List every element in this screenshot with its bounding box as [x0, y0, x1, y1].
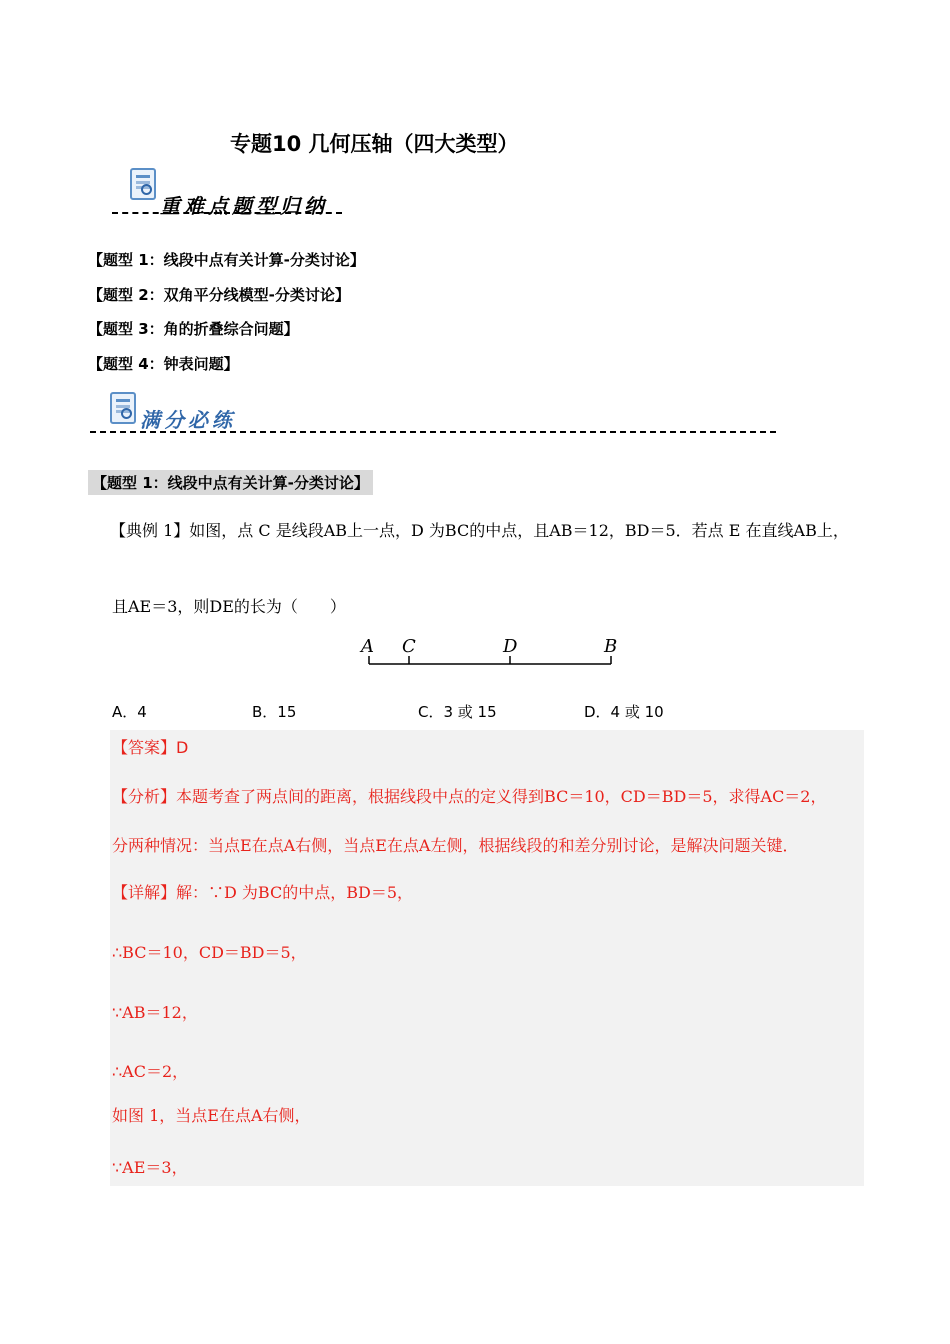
- segment-figure: [355, 632, 625, 672]
- answer-tag: 【答案】: [112, 738, 177, 757]
- example-line-1: [110, 518, 849, 541]
- type-item-3: 【题型 3：角的折叠综合问题】: [88, 320, 299, 338]
- label-b: B: [604, 636, 618, 657]
- analysis-line-1: [112, 784, 827, 807]
- page-title: 专题10 几何压轴（四大类型）: [230, 132, 519, 156]
- option-d: D．4 或 10: [584, 703, 664, 721]
- analysis-line-2: 分两种情况：当点E在点A右侧，当点E在点A左侧，根据线段的和差分别讨论，是解决问题关键．: [112, 836, 799, 855]
- example-text: 如图，点 C 是线段AB上一点，D 为BC的中点，且AB＝12，BD＝5．若点 E 在直线AB上，: [189, 521, 849, 540]
- analysis-tag: 【分析】: [112, 787, 177, 806]
- step-3: ∴AC＝2，: [112, 1062, 189, 1081]
- type-item-2: 【题型 2：双角平分线模型-分类讨论】: [88, 286, 350, 304]
- label-c: C: [402, 636, 416, 657]
- label-a: A: [361, 636, 374, 657]
- document-search-icon: [110, 392, 136, 424]
- step-5: ∵AE＝3，: [112, 1158, 188, 1177]
- label-d: D: [503, 636, 518, 657]
- analysis-text-1: 本题考查了两点间的距离，根据线段中点的定义得到BC＝10，CD＝BD＝5，求得AC＝2，: [176, 787, 827, 806]
- section-divider: [90, 431, 776, 433]
- detail-text-1: 解：∵D 为BC的中点，BD＝5，: [176, 883, 413, 902]
- option-c: C．3 或 15: [418, 703, 497, 721]
- answer-value: D: [176, 738, 189, 757]
- option-b: B．15: [252, 703, 297, 721]
- step-2: ∵AB＝12，: [112, 1003, 198, 1022]
- section-title-practice: 满分必练: [140, 408, 236, 432]
- example-tag: 【典例 1】: [110, 521, 190, 540]
- example-line-2: 且AE＝3，则DE的长为（ ）: [112, 597, 346, 616]
- section-title-key-types: 重难点题型归纳: [160, 194, 328, 218]
- section-divider: [112, 212, 342, 214]
- step-4: 如图 1，当点E在点A右侧，: [112, 1106, 311, 1125]
- answer-line: [112, 735, 188, 758]
- type-item-1: 【题型 1：线段中点有关计算-分类讨论】: [88, 251, 365, 269]
- document-search-icon: [130, 168, 156, 200]
- detail-tag: 【详解】: [112, 883, 177, 902]
- step-1: ∴BC＝10，CD＝BD＝5，: [112, 943, 307, 962]
- detail-line-1: [112, 880, 413, 903]
- type-heading: 【题型 1：线段中点有关计算-分类讨论】: [88, 470, 373, 495]
- type-item-4: 【题型 4：钟表问题】: [88, 355, 239, 373]
- option-a: A．4: [112, 703, 147, 721]
